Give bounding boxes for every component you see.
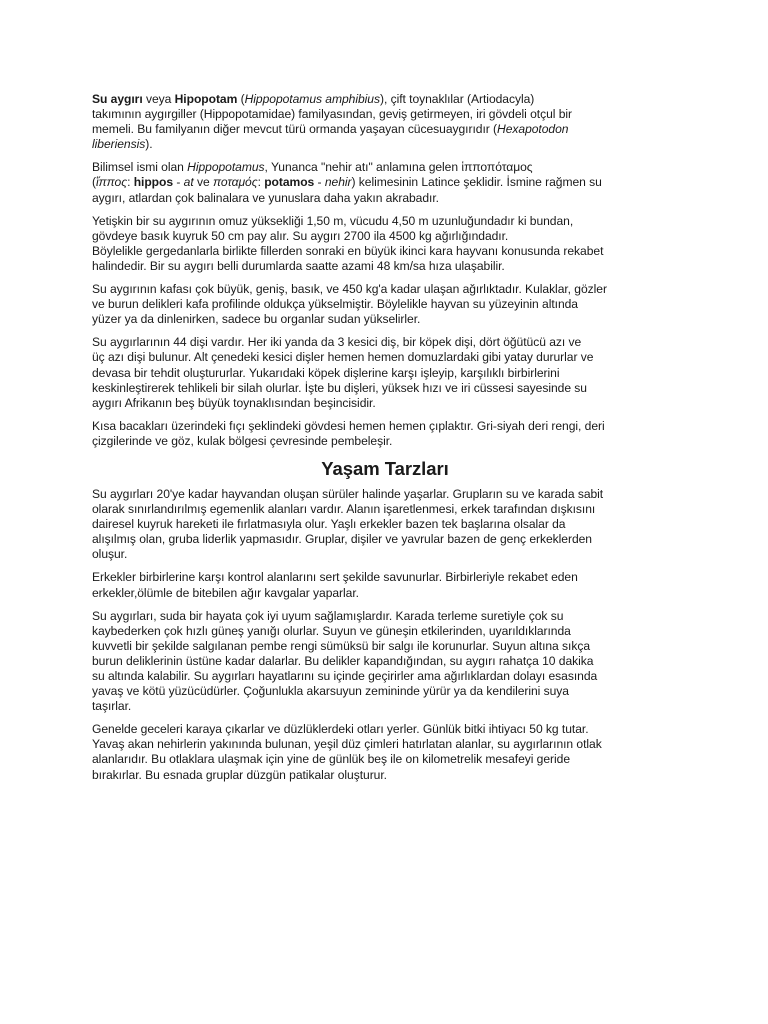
teeth-paragraph: Su aygırlarının 44 dişi vardır. Her iki yanda da 3 kesici diş, bir köpek dişi, dört öğütücü azı ve üç azı dişi bulunur. Alt çenedeki kesici dişler hemen hemen domuzlardaki gibi yatay dururlar ve devasa bir tehdit oluştururlar. Yukarıdaki köpek dişlerine karşı işleyip, karşılıklı birbirlerini keskinleştirerek tehlikeli bir silah olurlar. İşte bu dişleri, yüksek hızı ve iri cüssesi sayesinde su aygırı Afrikanın beş büyük toynaklısından beşincisidir. bbox=[92, 335, 594, 410]
term-hipopotam: Hipopotam bbox=[174, 92, 238, 106]
text-run: : bbox=[257, 175, 265, 190]
head-paragraph: Su aygırının kafası çok büyük, geniş, basık, ve 450 kg'a kadar ulaşan ağırlıktadır. Kulaklar, gözler ve burun delikleri kafa profilinde oldukça yükselmiştir. Böylelikle hayvan su yüzeyinin altında yüzer ya da dinlenirken, sadece bu organlar sudan yükselirler. bbox=[92, 282, 607, 327]
term-potamos: potamos bbox=[264, 175, 315, 190]
herd-paragraph: Su aygırları 20'ye kadar hayvandan oluşan sürüler halinde yaşarlar. Grupların su ve karada sabit olarak sınırlandırılmış egemenlik alanları vardır. Alanın işaretlenmesi, erkek tarafından dışkısını dairesel kuyruk hareketi ile fırlatmasıyla olur. Yaşlı erkekler bazen tek başlarına olsalar da alışılmış olan, gruba liderlik yapmasıdır. Gruplar, dişiler ve yavrular bazen de genç erkeklerden oluşur. bbox=[92, 486, 604, 562]
text-run: veya bbox=[142, 92, 175, 106]
size-paragraph: Yetişkin bir su aygırının omuz yüksekliği 1,50 m, vücudu 4,50 m uzunluğundadır ki bundan, gövdeye basık kuyruk 50 cm pay alır. Su aygırı 2700 ila 4500 kg ağırlığındadır. Böylelikle gergedanlarla birlikte fillerden sonraki en büyük ikinci kara hayvanı konusunda rekabet halindedir. Bir su aygırı belli durumlarda saatte azami 48 km/sa hıza ulaşabilir. bbox=[92, 213, 604, 273]
scientific-name-2: Hexapotodon liberiensis bbox=[92, 122, 569, 152]
greek-word-potamos: ποταμός bbox=[212, 175, 258, 190]
term-hippos: hippos bbox=[133, 175, 174, 190]
meaning-nehir: nehir bbox=[324, 175, 352, 190]
text-run: ( bbox=[237, 92, 245, 106]
text-run: ) kelimesinin Latince şeklidir. İsmine rağmen su aygırı, atlardan çok balinalara ve yunuslara daha yakın akrabadır. bbox=[92, 175, 602, 205]
text-run: : bbox=[127, 175, 134, 190]
text-run: ), çift toynaklılar (Artiodacyla) takımının aygırgiller (Hippopotamidae) familyasından, geviş getirmeyen, iri gövdeli otçul bir memeli. Bu familyanın diğer mevcut türü ormanda yaşayan cücesuaygırıdır ( bbox=[92, 92, 572, 137]
etymology-paragraph bbox=[92, 160, 678, 205]
term-su-aygiri: Su aygırı bbox=[92, 92, 143, 106]
text-run: Bilimsel ismi olan bbox=[92, 160, 188, 175]
meaning-at: at bbox=[183, 175, 194, 190]
document-page bbox=[92, 92, 678, 791]
genus-name: Hippopotamus bbox=[187, 160, 265, 175]
text-run: ). bbox=[145, 137, 153, 152]
water-paragraph: Su aygırları, suda bir hayata çok iyi uyum sağlamışlardır. Karada terleme suretiyle çok su kaybederken çok hızlı güneş yanığı olurlar. Suyun ve güneşin etkilerinden, uyarıldıklarında kuvvetli bir şekilde salgılanan pembe rengi sümüksü bir salgı ile korunurlar. Suyun altına sıkça burun deliklerinin üstüne kadar dalarlar. Bu delikler kapandığından, su aygırı rahatça 10 dakika su altında kalabilir. Su aygırları hayatlarını su içinde geçirirler ama ağırlıklardan dolayı esasında yavaş ve kötü yüzücüdürler. Çoğunlukla akarsuyun zemininde yürür ya da kendilerini suya taşırlar. bbox=[92, 608, 598, 714]
scientific-name: Hippopotamus amphibius bbox=[244, 92, 380, 106]
text-run: ve bbox=[193, 175, 213, 190]
greek-word-hippos: ἵππος bbox=[95, 175, 128, 190]
intro-paragraph bbox=[92, 92, 678, 152]
feeding-paragraph: Genelde geceleri karaya çıkarlar ve düzlüklerdeki otları yerler. Günlük bitki ihtiyacı 50 kg tutar. Yavaş akan nehirlerin yakınında bulunan, yeşil düz çimleri hatırlatan alanlar, su aygırlarının otlak alanlarıdır. Bu otlaklara ulaşmak için yine de günlük beş ile on kilometrelik mesafeyi geride bırakırlar. Bu esnada gruplar düzgün patikalar oluşturur. bbox=[92, 722, 602, 782]
text-run: - bbox=[173, 175, 184, 190]
body-paragraph: Kısa bacakları üzerindeki fıçı şeklindeki gövdesi hemen hemen çıplaktır. Gri-siyah deri rengi, deri çizgilerinde ve göz, kulak bölgesi çevresinde pembeleşir. bbox=[92, 418, 605, 448]
section-heading: Yaşam Tarzları bbox=[321, 457, 449, 479]
text-run: - bbox=[314, 175, 325, 190]
territory-paragraph: Erkekler birbirlerine karşı kontrol alanlarını sert şekilde savunurlar. Birbirleriyle rekabet eden erkekler,ölümle de bitebilen ağır kavgalar yaparlar. bbox=[92, 570, 578, 600]
text-run: , Yunanca "nehir atı" anlamına gelen ἱπποπόταμος ( bbox=[92, 160, 533, 190]
